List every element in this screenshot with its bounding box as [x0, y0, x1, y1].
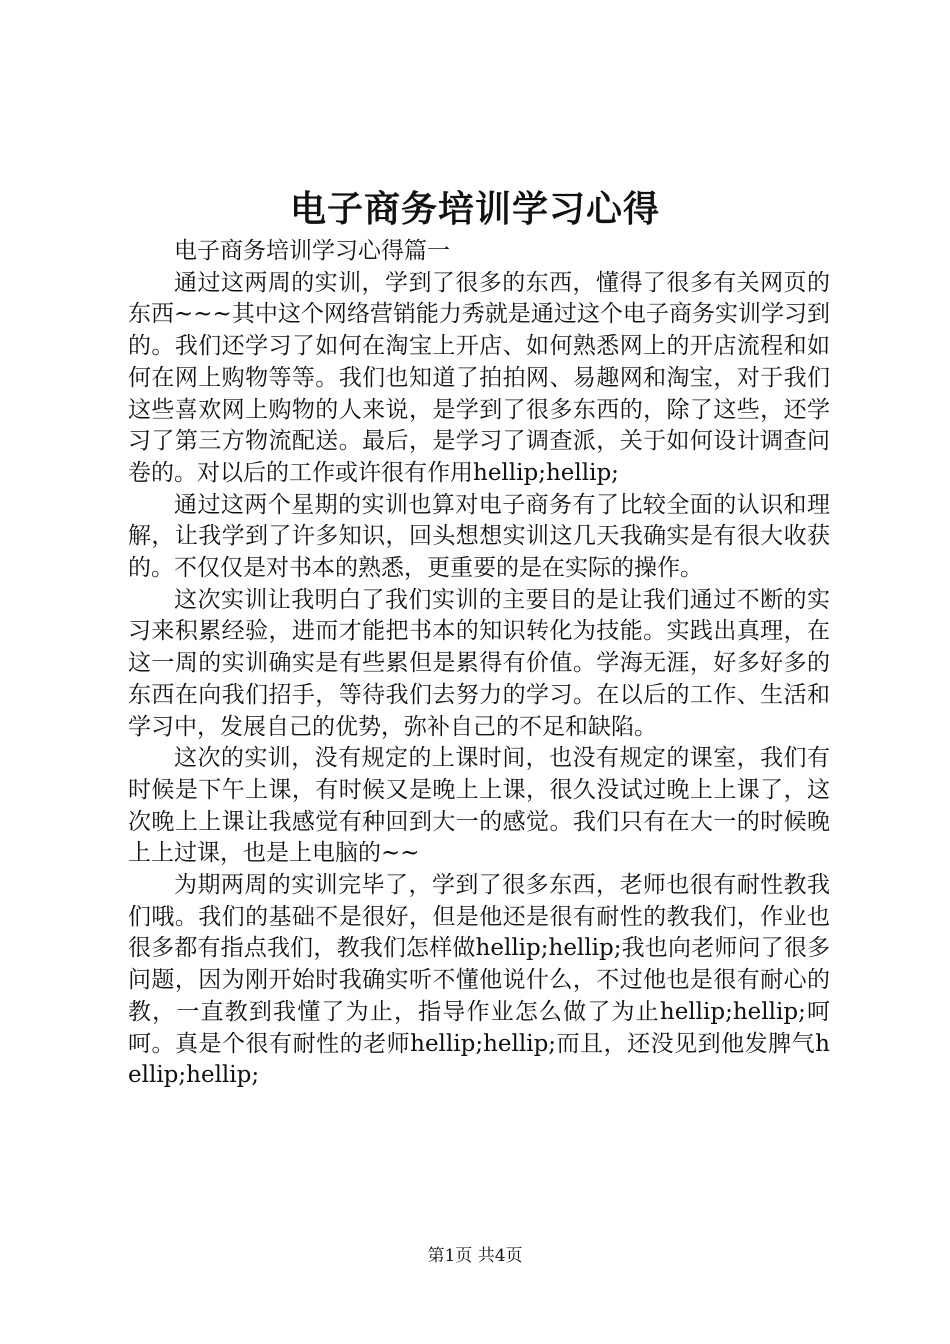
page-number: 第1页 共4页 — [427, 1246, 523, 1266]
paragraph-2: 通过这两个星期的实训也算对电子商务有了比较全面的认识和理解，让我学到了许多知识，回头想想实训这几天我确实是有很大收获的。不仅仅是对书本的熟悉，更重要的是在实际的操作。 — [128, 491, 830, 582]
paragraph-5: 为期两周的实训完毕了，学到了很多东西，老师也很有耐性教我们哦。我们的基础不是很好，但是他还是很有耐性的教我们，作业也很多都有指点我们，教我们怎样做hellip;hellip;我也向老师问了很多问题，因为刚开始时我确实听不懂他说什么，不过他也是很有耐心的教，一直教到我懂了为止，指导作业怎么做了为止hellip;hellip;呵呵。真是个很有耐性的老师hellip;hellip;而且，还没见到他发脾气hellip;hellip; — [128, 872, 830, 1089]
section-heading: 电子商务培训学习心得篇一 — [174, 238, 450, 264]
document-body — [128, 236, 830, 1092]
document-title: 电子商务培训学习心得 — [289, 188, 660, 230]
paragraph-4: 这次的实训，没有规定的上课时间，也没有规定的课室，我们有时候是下午上课，有时候又是晚上上课，很久没试过晚上上课了，这次晚上上课让我感觉有种回到大一的感觉。我们只有在大一的时候晚上上过课，也是上电脑的~~ — [128, 745, 830, 867]
paragraph-3: 这次实训让我明白了我们实训的主要目的是让我们通过不断的实习来积累经验，进而才能把书本的知识转化为技能。实践出真理，在这一周的实训确实是有些累但是累得有价值。学海无涯，好多好多的东西在向我们招手，等待我们去努力的学习。在以后的工作、生活和学习中，发展自己的优势，弥补自己的不足和缺陷。 — [128, 586, 830, 740]
paragraph-1: 通过这两周的实训，学到了很多的东西，懂得了很多有关网页的东西~~~其中这个网络营销能力秀就是通过这个电子商务实训学习到的。我们还学习了如何在淘宝上开店、如何熟悉网上的开店流程和如何在网上购物等等。我们也知道了拍拍网、易趣网和淘宝，对于我们这些喜欢网上购物的人来说，是学到了很多东西的，除了这些，还学习了第三方物流配送。最后，是学习了调查派，关于如何设计调查问卷的。对以后的工作或许很有作用hellip;hellip; — [128, 269, 830, 486]
